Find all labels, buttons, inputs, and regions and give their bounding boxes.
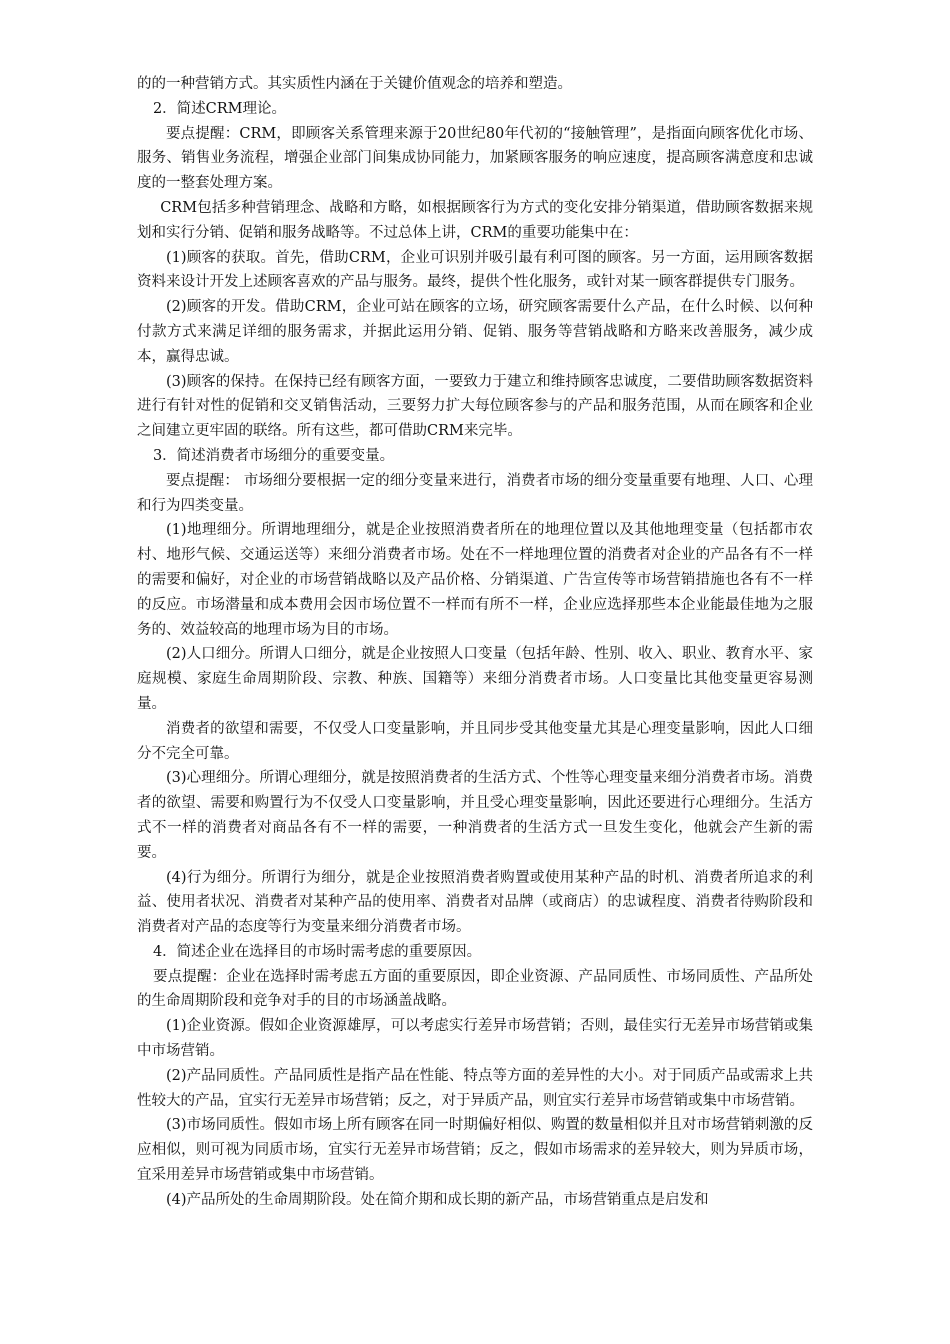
list-item-demographic: (2)人口细分。所谓人口细分，就是企业按照人口变量（包括年龄、性别、收入、职业、教育水平、家庭规模、家庭生命周期阶段、宗教、种族、国籍等）来细分消费者市场。人口变量比其他变量更容易测量。 — [137, 646, 813, 712]
document-page — [137, 72, 813, 1213]
answer-summary-segmentation: 要点提醒： 市场细分要根据一定的细分变量来进行，消费者市场的细分变量重要有地理、人口、心理和行为四类变量。 — [137, 472, 813, 514]
list-item-psychographic: (3)心理细分。所谓心理细分，就是按照消费者的生活方式、个性等心理变量来细分消费者市场。消费者的欲望、需要和购置行为不仅受人口变量影响，并且受心理变量影响，因此还要进行心理细分。生活方式不一样的消费者对商品各有不一样的需要，一种消费者的生活方式一旦发生变化，他就会产生新的需要。 — [137, 770, 813, 861]
answer-summary-target-market: 要点提醒：企业在选择时需考虑五方面的重要原因，即企业资源、产品同质性、市场同质性、产品所处的生命周期阶段和竞争对手的目的市场涵盖战略。 — [137, 968, 813, 1010]
list-item-behavioral: (4)行为细分。所谓行为细分，就是企业按照消费者购置或使用某种产品的时机、消费者所追求的利益、使用者状况、消费者对某种产品的使用率、消费者对品牌（或商店）的忠诚程度、消费者待购阶段和消费者对产品的态度等行为变量来细分消费者市场。 — [137, 869, 813, 936]
list-item-customer-retention: (3)顾客的保持。在保持已经有顾客方面，一要致力于建立和维持顾客忠诚度，二要借助顾客数据资料进行有针对性的促销和交叉销售活动，三要努力扩大每位顾客参与的产品和服务范围，从而在顾客和企业之间建立更牢固的联络。所有这些，都可借助CRM来完毕。 — [137, 373, 813, 440]
paragraph-continuation: 的的一种营销方式。其实质性内涵在于关键价值观念的培养和塑造。 — [137, 76, 572, 92]
list-item-customer-development: (2)顾客的开发。借助CRM，企业可站在顾客的立场，研究顾客需要什么产品，在什么时候、以何种付款方式来满足详细的服务需求，并据此运用分销、促销、服务等营销战略和方略来改善服务，减少成本，赢得忠诚。 — [137, 299, 813, 365]
list-item-product-lifecycle: (4)产品所处的生命周期阶段。处在简介期和成长期的新产品，市场营销重点是启发和 — [166, 1191, 709, 1208]
question-heading-2: 2．简述CRM理论。 — [152, 100, 287, 117]
list-item-product-homogeneity: (2)产品同质性。产品同质性是指产品在性能、特点等方面的差异性的大小。对于同质产品或需求上共性较大的产品，宜实行无差异市场营销；反之，对于异质产品，则宜实行差异市场营销或集中市场营销。 — [137, 1067, 813, 1109]
question-heading-4: 4．简述企业在选择目的市场时需考虑的重要原因。 — [152, 943, 482, 960]
answer-summary-crm: 要点提醒：CRM，即顾客关系管理来源于20世纪80年代初的“接触管理”，是指面向顾客优化市场、服务、销售业务流程，增强企业部门间集成协同能力，加紧顾客服务的响应速度，提高顾客满意度和忠诚度的一整套处理方案。 — [137, 125, 813, 192]
list-item-geographic: (1)地理细分。所谓地理细分，就是企业按照消费者所在的地理位置以及其他地理变量（包括都市农村、地形气候、交通运送等）来细分消费者市场。处在不一样地理位置的消费者对企业的产品各有不一样的需要和偏好，对企业的市场营销战略以及产品价格、分销渠道、广告宣传等市场营销措施也各有不一样的反应。市场潜量和成本费用会因市场位置不一样而有所不一样，企业应选择那些本企业能最佳地为之服务的、效益较高的地理市场为目的市场。 — [137, 522, 813, 638]
question-heading-3: 3．简述消费者市场细分的重要变量。 — [152, 447, 395, 464]
paragraph-crm-functions: CRM包括多种营销理念、战略和方略，如根据顾客行为方式的变化安排分销渠道，借助顾客数据来规划和实行分销、促销和服务战略等。不过总体上讲，CRM的重要功能集中在： — [137, 199, 813, 241]
paragraph-demographic-note: 消费者的欲望和需要，不仅受人口变量影响，并且同步受其他变量尤其是心理变量影响，因此人口细分不完全可靠。 — [137, 720, 813, 762]
list-item-customer-acquisition: (1)顾客的获取。首先，借助CRM，企业可识别并吸引最有利可图的顾客。另一方面，运用顾客数据资料来设计开发上述顾客喜欢的产品与服务。最终，提供个性化服务，或针对某一顾客群提供专门服务。 — [137, 249, 813, 291]
list-item-enterprise-resources: (1)企业资源。假如企业资源雄厚，可以考虑实行差异市场营销；否则，最佳实行无差异市场营销或集中市场营销。 — [137, 1018, 813, 1060]
list-item-market-homogeneity: (3)市场同质性。假如市场上所有顾客在同一时期偏好相似、购置的数量相似并且对市场营销刺激的反应相似，则可视为同质市场，宜实行无差异市场营销；反之，假如市场需求的差异较大，则为异质市场，宜采用差异市场营销或集中市场营销。 — [137, 1117, 813, 1184]
